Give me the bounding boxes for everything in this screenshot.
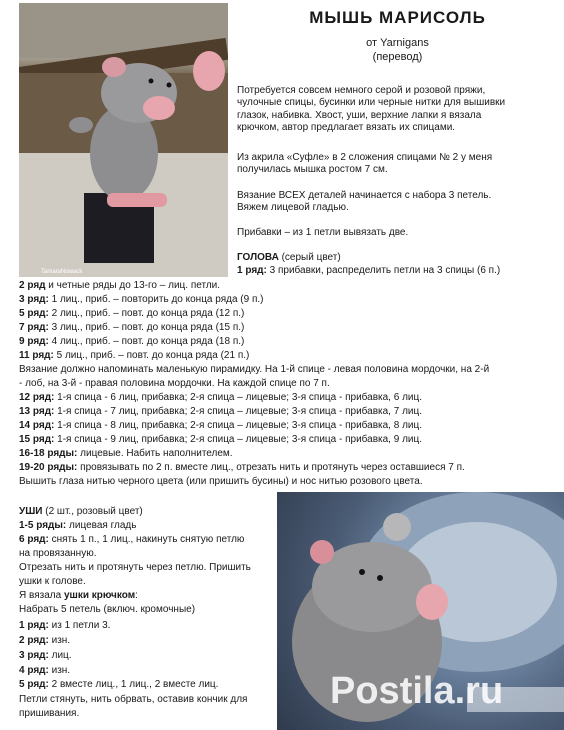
intro-increase: Прибавки – из 1 петли вывязать две. bbox=[237, 227, 409, 238]
ears-crochet-note: Я вязала ушки крючком: bbox=[19, 590, 138, 601]
head-row: 12 ряд: 1-я спица - 6 лиц, прибавка; 2-я спица – лицевые; 3-я спица - прибавка, 6 лиц. bbox=[19, 392, 423, 403]
intro-start: Вязание ВСЕХ деталей начинается с набора 3 петель. Вяжем лицевой гладью. bbox=[237, 190, 492, 214]
ears-row: 6 ряд: снять 1 п., 1 лиц., накинуть снятую петлю bbox=[19, 534, 245, 545]
head-row: 13 ряд: 1-я спица - 7 лиц, прибавка; 2-я спица – лицевые; 3-я спица - прибавка, 7 лиц. bbox=[19, 406, 423, 417]
head-row: 14 ряд: 1-я спица - 8 лиц, прибавка; 2-я спица – лицевые; 3-я спица - прибавка, 8 лиц. bbox=[19, 420, 423, 431]
pattern-author: от Yarnigans bbox=[366, 37, 429, 49]
ears-row: 1-5 ряды: лицевая гладь bbox=[19, 520, 137, 531]
head-title: ГОЛОВА (серый цвет) bbox=[237, 252, 341, 263]
mouse-photo-top-illustration bbox=[19, 3, 228, 277]
head-row: 1 ряд: 3 прибавки, распределить петли на 3 спицы (6 п.) bbox=[237, 265, 501, 276]
pattern-note: (перевод) bbox=[372, 51, 423, 63]
head-note: - лоб, на 3-й - правая половина мордочки. На каждой спице по 7 п. bbox=[19, 378, 330, 389]
ears-row: Отрезать нить и протянуть через петлю. Пришить bbox=[19, 562, 251, 573]
ears-row: 1 ряд: из 1 петли 3. bbox=[19, 620, 111, 631]
mouse-photo-top bbox=[19, 3, 228, 277]
ears-row: Петли стянуть, нить обрвать, оставив кончик для bbox=[19, 694, 248, 705]
head-row: 19-20 ряды: провязывать по 2 п. вместе лиц., отрезать нить и протянуть через оставшиеся 7 п. bbox=[19, 462, 465, 473]
head-row: 16-18 ряды: лицевые. Набить наполнителем. bbox=[19, 448, 233, 459]
ears-row: 5 ряд: 2 вместе лиц., 1 лиц., 2 вместе лиц. bbox=[19, 679, 219, 690]
ears-row: 3 ряд: лиц. bbox=[19, 650, 72, 661]
ears-row: 4 ряд: изн. bbox=[19, 665, 71, 676]
watermark: Postila.ru bbox=[330, 670, 504, 712]
head-row: 11 ряд: 5 лиц., приб. – повт. до конца ряда (21 п.) bbox=[19, 350, 250, 361]
pattern-title: МЫШЬ МАРИСОЛЬ bbox=[309, 8, 486, 27]
intro-size: Из акрила «Суфле» в 2 сложения спицами № 2 у меня получилась мышка ростом 7 см. bbox=[237, 152, 493, 176]
head-row: 2 ряд и четные ряды до 13-го – лиц. петли. bbox=[19, 280, 221, 291]
head-row: 9 ряд: 4 лиц., приб. – повт. до конца ряда (18 п.) bbox=[19, 336, 245, 347]
ears-title: УШИ (2 шт., розовый цвет) bbox=[19, 506, 143, 517]
ears-row: пришивания. bbox=[19, 708, 80, 719]
head-row: 15 ряд: 1-я спица - 9 лиц, прибавка; 2-я спица – лицевые; 3-я спица - прибавка, 9 лиц. bbox=[19, 434, 423, 445]
head-row: 7 ряд: 3 лиц., приб. – повт. до конца ряда (15 п.) bbox=[19, 322, 245, 333]
ears-row: ушки к голове. bbox=[19, 576, 86, 587]
ears-row: 2 ряд: изн. bbox=[19, 635, 71, 646]
photo-caption: TamaraNowack bbox=[41, 269, 83, 275]
head-row: 5 ряд: 2 лиц., приб. – повт. до конца ряда (12 п.) bbox=[19, 308, 245, 319]
head-note: Вязание должно напоминать маленькую пирамидку. На 1-й спице - левая половина мордочки, на 2-й bbox=[19, 364, 490, 375]
head-note: Вышить глаза нитью черного цвета (или пришить бусины) и нос нитью розового цвета. bbox=[19, 476, 423, 487]
head-row: 3 ряд: 1 лиц., приб. – повторить до конца ряда (9 п.) bbox=[19, 294, 264, 305]
ears-row: Набрать 5 петель (включ. кромочные) bbox=[19, 604, 196, 615]
intro-materials: Потребуется совсем немного серой и розовой пряжи, чулочные спицы, бусинки или черные нитки для вышивки глазок, набивка. Хвост, уши, верхние лапки я вязала крючком, автор предлагает вязать их спицами. bbox=[237, 85, 506, 134]
ears-row: на провязанную. bbox=[19, 548, 97, 559]
